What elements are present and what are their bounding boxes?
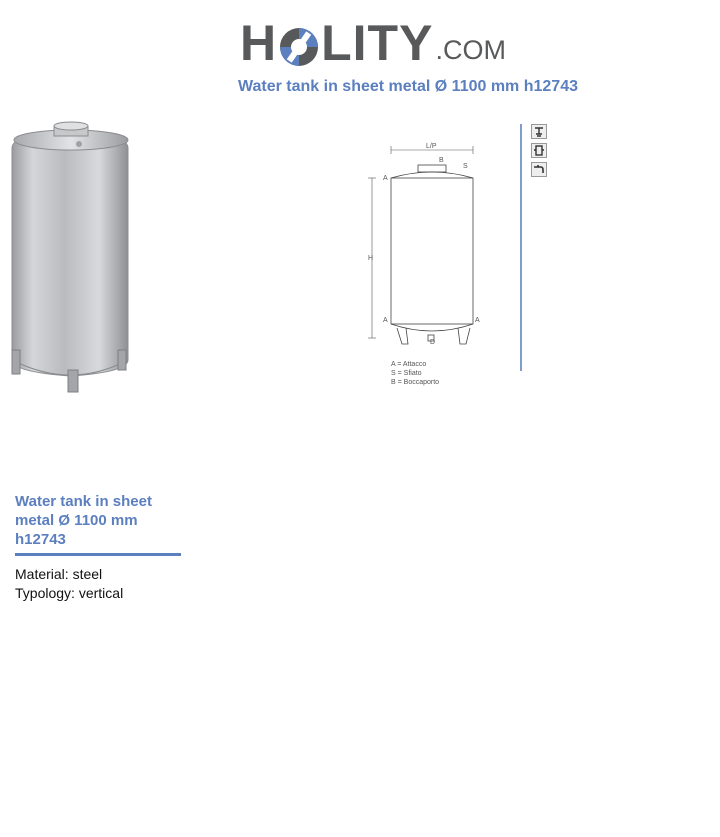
water-tap-icon bbox=[531, 124, 547, 139]
spec-typology bbox=[15, 584, 123, 603]
drawing-label-height: H bbox=[368, 255, 374, 262]
drawing-label-b: B bbox=[439, 157, 444, 164]
tank-valve-icon bbox=[531, 143, 547, 158]
technical-drawing bbox=[362, 138, 492, 395]
page-title: Water tank in sheet metal Ø 1100 mm h12743 bbox=[237, 78, 578, 95]
legend-line-2: S = Sfiato bbox=[391, 370, 422, 377]
spec-typology-label: Typology: bbox=[15, 585, 75, 601]
feature-icons bbox=[531, 124, 547, 177]
drawing-label-a-top: A bbox=[383, 175, 388, 182]
drawing-label-a-right: A bbox=[475, 317, 480, 324]
drawing-label-s: S bbox=[463, 163, 468, 170]
product-title: Water tank in sheet metal Ø 1100 mm h12743 bbox=[15, 493, 152, 548]
drawing-label-a-left: A bbox=[383, 317, 388, 324]
holity-logo[interactable] bbox=[240, 12, 506, 71]
logo-text-right: LITY bbox=[321, 15, 434, 71]
tank-photo bbox=[6, 120, 136, 405]
drawing-label-width: L/P bbox=[426, 143, 437, 150]
logo-o-emblem bbox=[278, 26, 320, 68]
spec-typology-value: vertical bbox=[78, 585, 124, 601]
product-specs bbox=[15, 565, 123, 603]
title-underline bbox=[15, 553, 181, 556]
drawing-label-d: D bbox=[430, 339, 436, 346]
spec-material-value: steel bbox=[72, 566, 103, 582]
legend-line-3: B = Boccaporto bbox=[391, 379, 440, 386]
legend-line-1: A = Attacco bbox=[391, 361, 427, 368]
logo-suffix: .COM bbox=[435, 35, 506, 65]
logo-text-left: H bbox=[240, 15, 278, 71]
spec-material-label: Material: bbox=[15, 566, 69, 582]
faucet-icon bbox=[531, 162, 547, 177]
vertical-divider bbox=[520, 124, 522, 371]
spec-material bbox=[15, 565, 123, 584]
